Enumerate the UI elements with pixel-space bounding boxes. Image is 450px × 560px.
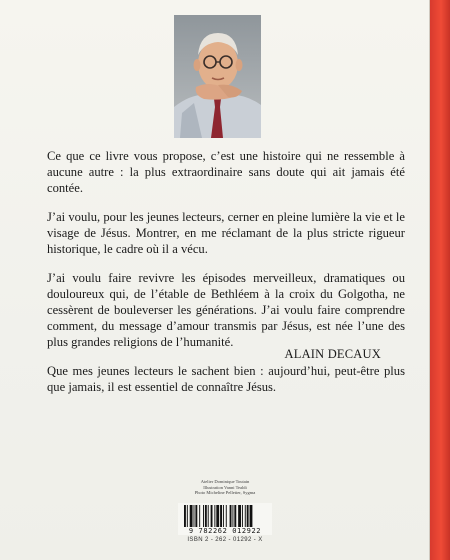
barcode-bar [223,505,224,527]
barcode-bars-icon [184,505,266,527]
barcode-bar [226,505,227,527]
blurb-paragraph: J’ai voulu, pour les jeunes lecteurs, cerner en pleine lumière la vie et le visage de Jésus. Montrer, en me réclamant de la plus stricte rigueur historique, le cadre où il a vécu. [47,210,405,256]
barcode-bar [230,505,232,527]
credit-line: Atelier Dominique Toutain [200,479,250,484]
isbn: ISBN 2 - 262 - 01292 - X [187,537,263,543]
barcode-bar [187,505,188,527]
credit-line: Photo Micheline Pelletier, Sygma [194,490,256,496]
blurb-text [47,148,405,408]
barcode-bar [232,505,233,527]
author-photo [174,15,261,138]
barcode-bar [190,505,193,527]
credits [175,479,275,496]
barcode-bar [242,505,243,527]
barcode-bar [211,505,213,527]
author-signature: ALAIN DECAUX [284,347,381,361]
barcode-bar [220,505,222,527]
barcode-block [178,503,272,543]
barcode-digits: 9 782262 012922 [188,527,262,535]
blurb-paragraph: Ce que ce livre vous propose, c’est une histoire qui ne ressemble à aucune autre : la plus extraordinaire sans doute qui ait jamais été contée. [47,149,405,195]
barcode-bar [205,505,207,527]
barcode-bar [247,505,249,527]
barcode-bar [245,505,246,527]
barcode [178,503,272,535]
barcode-bar [194,505,195,527]
blurb-paragraph: J’ai voulu faire revivre les épisodes merveilleux, dramatiques ou douloureux qui, de l’étable de Bethléem à la croix du Golgotha, ne cessèrent de bouleverser les générations. J’ai voulu faire comprendre comment, du message d’amour transmis par Jésus, est née l’une des plus grandes religions de l’humanité. [47,271,405,349]
barcode-bar [199,505,200,527]
credit-line: Illustration Vanni Tealdi [203,484,247,490]
red-spine-edge [430,0,450,560]
barcode-bar [203,505,204,527]
barcode-bar [216,505,219,527]
author-portrait-icon [174,15,261,138]
barcode-bar [238,505,241,527]
barcode-bar [208,505,209,527]
barcode-bar [214,505,215,527]
barcode-bar [195,505,197,527]
barcode-bar [184,505,186,527]
barcode-bar [234,505,236,527]
barcode-bar [250,505,253,527]
blurb-paragraph: Que mes jeunes lecteurs le sachent bien : aujourd’hui, peut-être plus que jamais, il est essentiel de connaître Jésus. [47,364,405,394]
